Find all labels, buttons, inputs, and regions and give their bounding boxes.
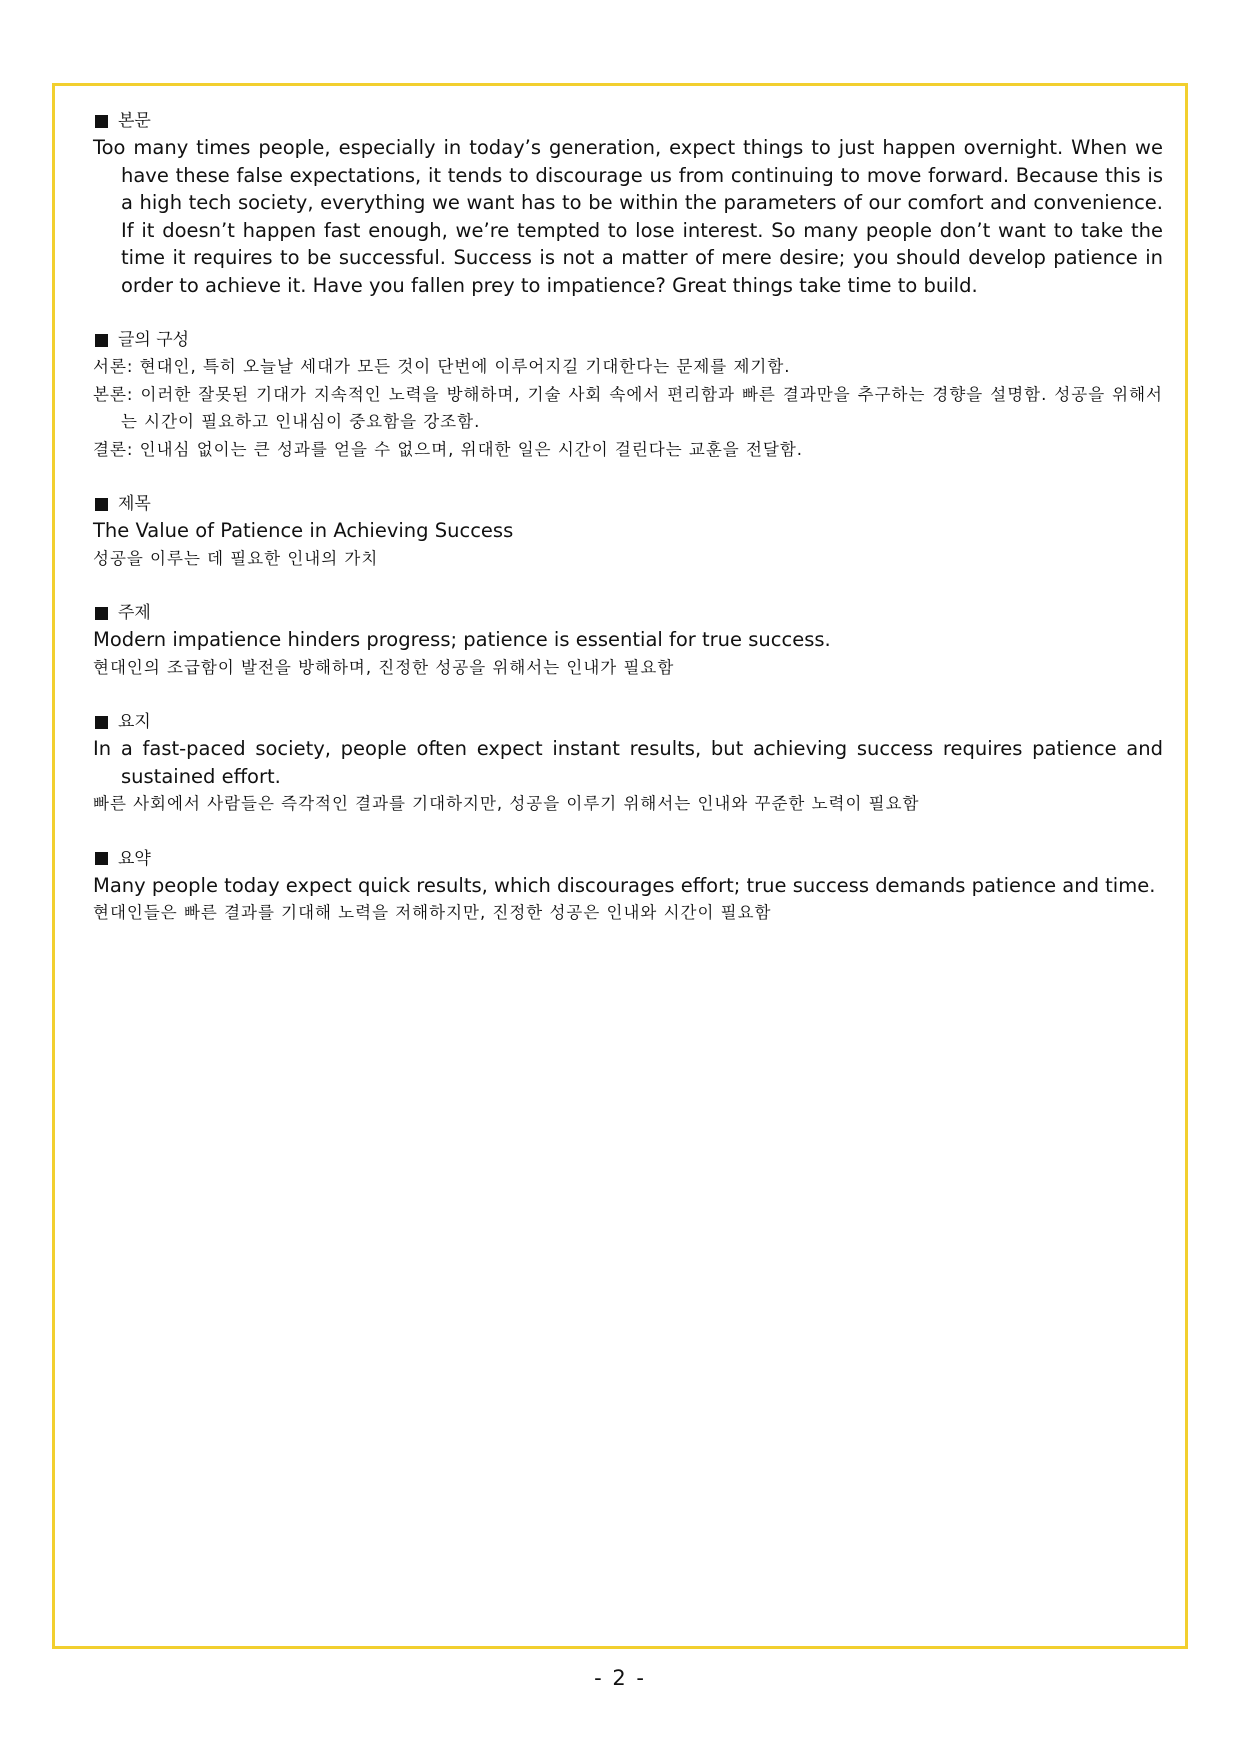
title-english: The Value of Patience in Achieving Success — [93, 519, 514, 542]
section-header-label: 요약 — [118, 848, 151, 869]
structure-body: 본론: 이러한 잘못된 기대가 지속적인 노력을 방해하며, 기술 사회 속에서 편리함과 빠른 결과만을 추구하는 경향을 설명함. 성공을 위해서는 시간이 필요하고 인내심이 중요함을 강조함. — [93, 384, 1163, 431]
section-structure — [93, 327, 1163, 463]
square-bullet-icon — [95, 852, 108, 865]
theme-korean: 현대인의 조급함이 발전을 방해하며, 진정한 성공을 위해서는 인내가 필요함 — [93, 657, 675, 677]
section-header-label: 본문 — [118, 111, 151, 131]
section-header-label: 글의 구성 — [118, 330, 190, 350]
section-header — [93, 846, 1163, 872]
square-bullet-icon — [95, 607, 108, 620]
section-gist — [93, 709, 1163, 818]
section-body-text — [93, 108, 1163, 299]
square-bullet-icon — [95, 498, 108, 511]
section-summary — [93, 846, 1163, 927]
structure-intro: 서론: 현대인, 특히 오늘날 세대가 모든 것이 단번에 이루어지길 기대한다는 문제를 제기함. — [93, 357, 791, 376]
gist-english: In a fast-paced society, people often expect instant results, but achieving success requires patience and sustained effort. — [93, 737, 1163, 788]
square-bullet-icon — [95, 716, 108, 729]
summary-korean: 현대인들은 빠른 결과를 기대해 노력을 저해하지만, 진정한 성공은 인내와 시간이 필요함 — [93, 903, 772, 922]
section-header — [93, 491, 1163, 517]
document-content — [93, 108, 1163, 955]
section-header — [93, 108, 1163, 134]
gist-korean: 빠른 사회에서 사람들은 즉각적인 결과를 기대하지만, 성공을 이루기 위해서는 인내와 꾸준한 노력이 필요함 — [93, 794, 920, 813]
section-header — [93, 709, 1163, 735]
section-header — [93, 327, 1163, 353]
section-theme — [93, 600, 1163, 681]
section-header-label: 제목 — [118, 494, 151, 514]
body-paragraph: Too many times people, especially in today’s generation, expect things to just happen overnight. When we have these false expectations, it tends to discourage us from continuing to move forward. Because this is a high tech society, everything we want has to be within the parameters of our comfort and convenience. If it doesn’t happen fast enough, we’re tempted to lose interest. So many people don’t want to take the time it requires to be successful. Success is not a matter of mere desire; you should develop patience in order to achieve it. Have you fallen prey to impatience? Great things take time to build. — [93, 136, 1163, 297]
summary-english: Many people today expect quick results, which discourages effort; true success demands patience and time. — [93, 873, 1156, 897]
structure-conclusion: 결론: 인내심 없이는 큰 성과를 얻을 수 없으며, 위대한 일은 시간이 걸린다는 교훈을 전달함. — [93, 439, 804, 459]
section-header-label: 주제 — [118, 603, 151, 623]
section-title — [93, 491, 1163, 572]
section-header — [93, 600, 1163, 626]
page-number: - 2 - — [594, 1666, 646, 1690]
theme-english: Modern impatience hinders progress; patience is essential for true success. — [93, 628, 831, 651]
title-korean: 성공을 이루는 데 필요한 인내의 가치 — [93, 548, 379, 568]
square-bullet-icon — [95, 115, 108, 128]
section-header-label: 요지 — [118, 712, 151, 732]
square-bullet-icon — [95, 334, 108, 347]
